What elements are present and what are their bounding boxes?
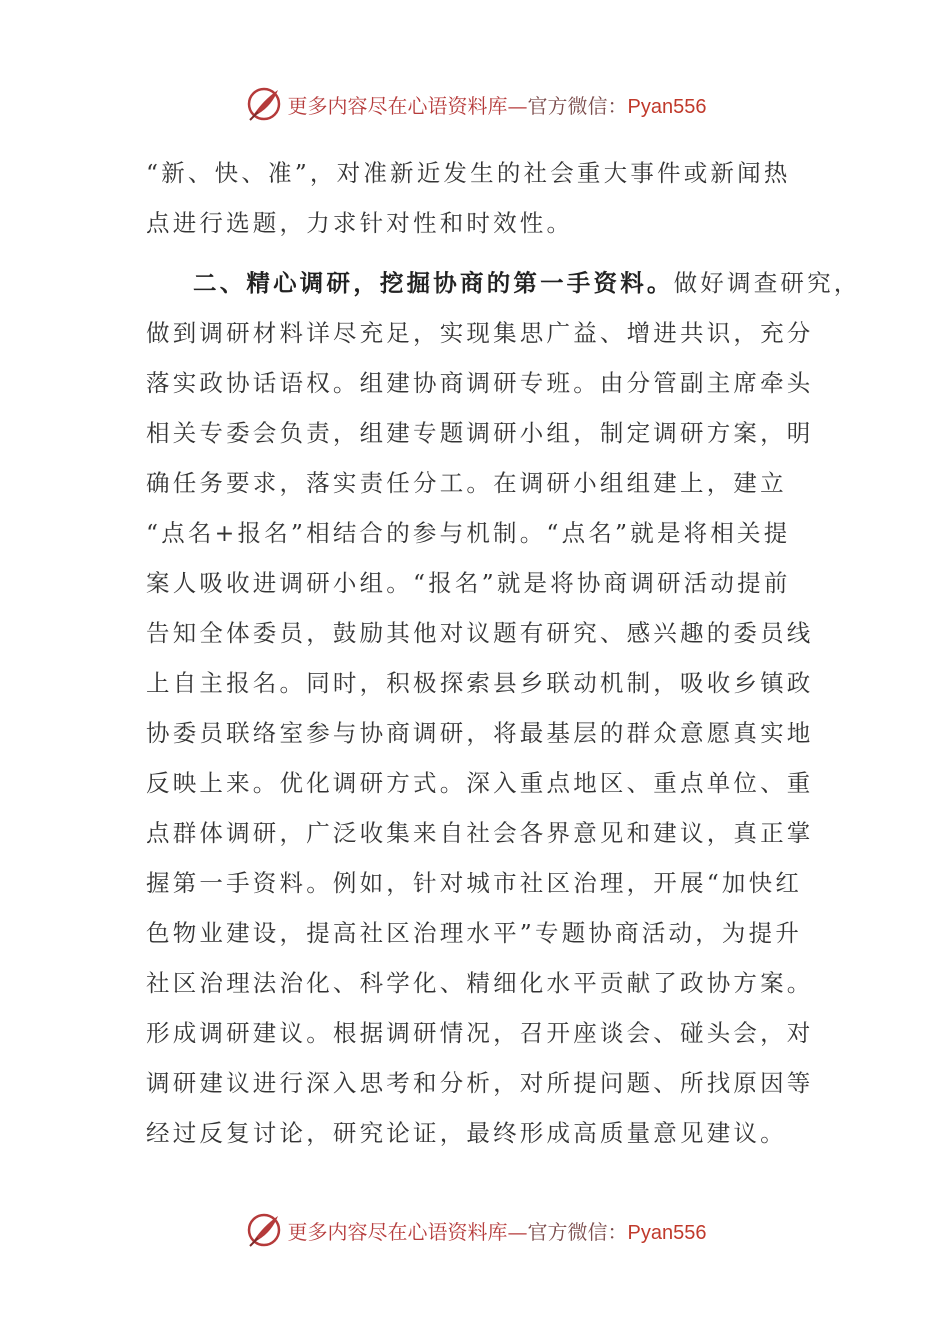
paragraph-line: 点进行选题，力求针对性和时效性。	[146, 209, 574, 237]
document-body	[146, 148, 861, 1158]
section-two-heading: 二、精心调研，挖掘协商的第一手资料。	[193, 269, 674, 297]
header-banner	[0, 82, 950, 126]
paragraph-line: 点群体调研，广泛收集来自社会各界意见和建议，真正掌	[146, 819, 814, 847]
footer-banner-inner	[244, 1210, 707, 1250]
header-banner-text	[288, 90, 707, 119]
banner-wechat-label: 官方微信：	[527, 1219, 628, 1244]
section-two-first-line	[146, 258, 861, 308]
paragraph-line: 确任务要求，落实责任分工。在调研小组组建上，建立	[146, 469, 787, 497]
intro-paragraph	[146, 148, 811, 248]
paragraph-line: 形成调研建议。根据调研情况，召开座谈会、碰头会，对	[146, 1019, 814, 1047]
paragraph-line: 反映上来。优化调研方式。深入重点地区、重点单位、重	[146, 769, 814, 797]
paragraph-line: “新、快、准”，对准新近发生的社会重大事件或新闻热	[146, 159, 791, 187]
paragraph-line: 握第一手资料。例如，针对城市社区治理，开展“加快红	[146, 869, 803, 897]
paragraph-line: 上自主报名。同时，积极探索县乡联动机制，吸收乡镇政	[146, 669, 814, 697]
paragraph-line: 做到调研材料详尽充足，实现集思广益、增进共识，充分	[146, 319, 814, 347]
paragraph-line: “点名+报名”相结合的参与机制。“点名”就是将相关提	[146, 519, 791, 547]
footer-banner-text	[288, 1216, 707, 1245]
paragraph-line: 色物业建设，提高社区治理水平”专题协商活动，为提升	[146, 919, 803, 947]
banner-dash: —	[507, 1219, 528, 1244]
paragraph-line: 落实政协话语权。组建协商调研专班。由分管副主席牵头	[146, 369, 814, 397]
section-two-first-line-rest: 做好调查研究，	[673, 269, 861, 297]
banner-wechat-label: 官方微信：	[527, 93, 628, 118]
header-banner-inner	[244, 84, 707, 124]
quill-logo-icon	[244, 1210, 284, 1250]
section-two-paragraph	[146, 258, 861, 1158]
banner-dash: —	[507, 93, 528, 118]
banner-main-text: 更多内容尽在心语资料库	[287, 93, 508, 118]
banner-wechat-id: Pyan556	[627, 1221, 707, 1244]
paragraph-line: 经过反复讨论，研究论证，最终形成高质量意见建议。	[146, 1119, 787, 1147]
quill-logo-icon	[244, 84, 284, 124]
paragraph-line: 社区治理法治化、科学化、精细化水平贡献了政协方案。	[146, 969, 814, 997]
paragraph-line: 相关专委会负责，组建专题调研小组，制定调研方案，明	[146, 419, 814, 447]
footer-banner	[0, 1208, 950, 1252]
paragraph-line: 案人吸收进调研小组。“报名”就是将协商调研活动提前	[146, 569, 791, 597]
banner-wechat-id: Pyan556	[627, 95, 707, 118]
paragraph-line: 告知全体委员，鼓励其他对议题有研究、感兴趣的委员线	[146, 619, 814, 647]
paragraph-line: 协委员联络室参与协商调研，将最基层的群众意愿真实地	[146, 719, 814, 747]
paragraph-line: 调研建议进行深入思考和分析，对所提问题、所找原因等	[146, 1069, 814, 1097]
paragraph-gap	[146, 248, 811, 258]
banner-main-text: 更多内容尽在心语资料库	[287, 1219, 508, 1244]
